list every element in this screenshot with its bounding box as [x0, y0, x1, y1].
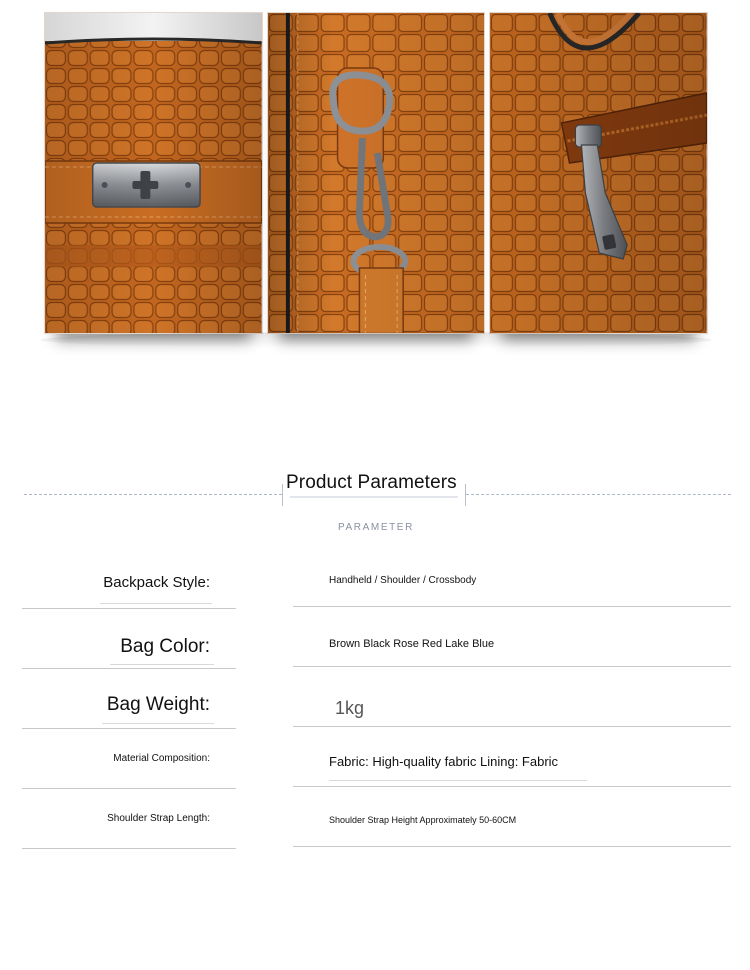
- row-rule-left: [22, 668, 236, 669]
- detail-photo-hook: [267, 12, 486, 334]
- row-rule-right: [293, 786, 731, 787]
- photo-strip-shadow: [40, 332, 712, 348]
- label-underline: [100, 603, 212, 604]
- strap-hook-icon: [268, 13, 485, 333]
- detail-photo-strip: [44, 12, 708, 332]
- parameters-header: [0, 466, 750, 546]
- header-tick-left: [282, 484, 283, 506]
- lock-clasp-icon: [45, 13, 262, 333]
- param-label: Bag Weight:: [106, 694, 210, 715]
- row-rule-right: [293, 666, 731, 667]
- param-value: Fabric: High-quality fabric Lining: Fabric: [329, 754, 559, 769]
- param-label: Shoulder Strap Length:: [107, 813, 210, 824]
- zipper-pull-icon: [490, 13, 707, 333]
- row-rule-right: [293, 846, 731, 847]
- param-value: Handheld / Shoulder / Crossbody: [329, 575, 477, 586]
- param-value: Shoulder Strap Height Approximately 50-60CM: [329, 815, 517, 825]
- label-underline: [102, 723, 214, 724]
- detail-photo-clasp: [44, 12, 263, 334]
- title-underline: [290, 496, 458, 498]
- row-rule-left: [22, 788, 236, 789]
- header-rule-left: [24, 494, 282, 495]
- row-rule-left: [22, 728, 236, 729]
- section-subtitle: PARAMETER: [338, 522, 414, 533]
- header-tick-right: [465, 484, 466, 506]
- param-value: Brown Black Rose Red Lake Blue: [329, 638, 495, 650]
- row-rule-left: [22, 608, 236, 609]
- detail-photo-zipper: [489, 12, 708, 334]
- param-label: Bag Color:: [120, 636, 210, 657]
- row-rule-right: [293, 606, 731, 607]
- header-rule-right: [466, 494, 731, 495]
- value-underline: [329, 780, 587, 781]
- section-title: Product Parameters: [286, 472, 457, 493]
- param-label: Backpack Style:: [103, 574, 210, 591]
- row-rule-right: [293, 726, 731, 727]
- param-value: 1kg: [335, 698, 365, 718]
- param-label: Material Composition:: [113, 753, 210, 764]
- label-underline: [110, 664, 214, 665]
- row-rule-left: [22, 848, 236, 849]
